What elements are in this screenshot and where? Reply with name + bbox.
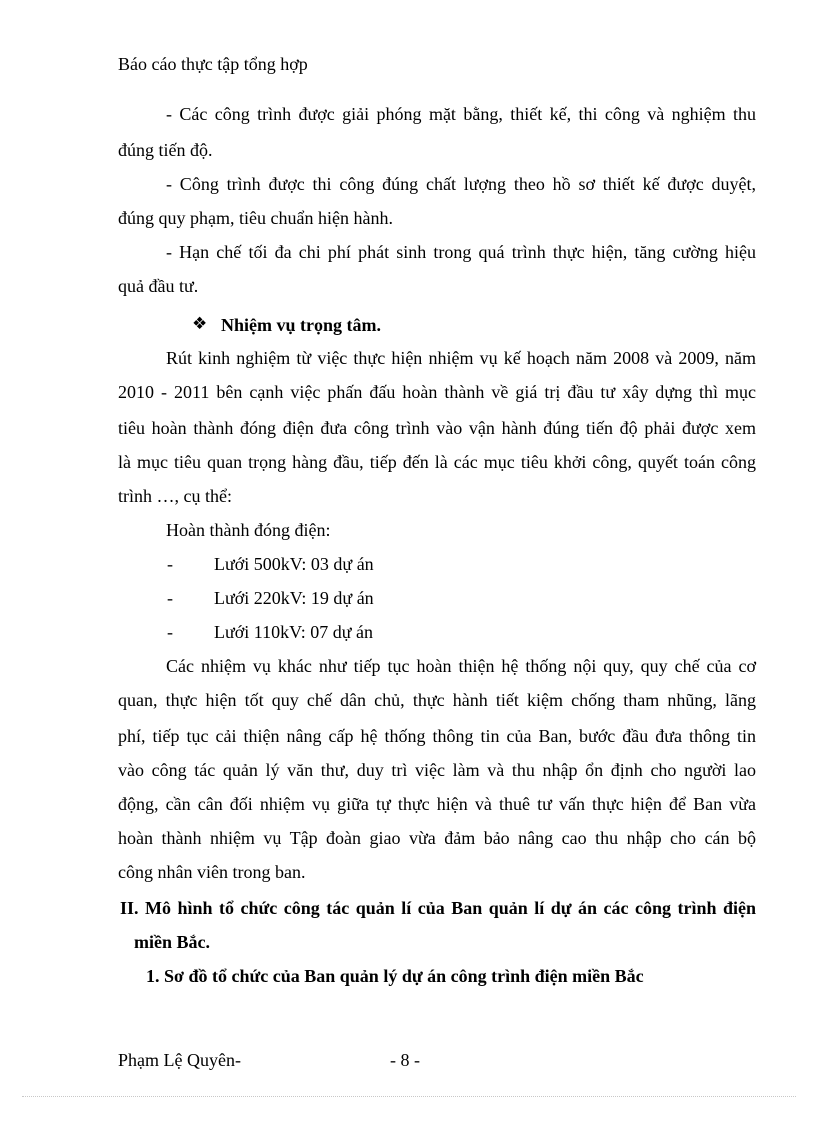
list-dash: - [167, 554, 173, 574]
footer-page-number: - 8 - [390, 1050, 420, 1070]
paragraph-line: quả đầu tư. [118, 276, 199, 296]
section-heading: II. Mô hình tổ chức công tác quản lí của Ban quản lí dự án các công trình điện [120, 898, 756, 918]
list-item: Lưới 500kV: 03 dự án [214, 554, 374, 574]
paragraph-line: phí, tiếp tục cải thiện nâng cấp hệ thống thông tin của Ban, bước đầu đưa thông tin [118, 726, 756, 746]
list-item: Lưới 220kV: 19 dự án [214, 588, 374, 608]
completion-label: Hoàn thành đóng điện: [166, 520, 331, 540]
paragraph-line: công nhân viên trong ban. [118, 862, 306, 882]
paragraph-line: động, cần cân đối nhiệm vụ giữa tự thực hiện và thuê tư vấn thực hiện để Ban vừa [118, 794, 756, 814]
paragraph-line: đúng tiến độ. [118, 140, 213, 160]
paragraph-line: tiêu hoàn thành đóng điện đưa công trình vào vận hành đúng tiến độ phải được xem [118, 418, 756, 438]
subsection-heading: 1. Sơ đồ tổ chức của Ban quản lý dự án công trình điện miền Bắc [146, 966, 644, 986]
paragraph-line: 2010 - 2011 bên cạnh việc phấn đấu hoàn thành về giá trị đầu tư xây dựng thì mục [118, 382, 756, 402]
paragraph-line: - Hạn chế tối đa chi phí phát sinh trong quá trình thực hiện, tăng cường hiệu [166, 242, 756, 262]
paragraph-line: Các nhiệm vụ khác như tiếp tục hoàn thiện hệ thống nội quy, quy chế của cơ [166, 656, 756, 676]
paragraph-line: đúng quy phạm, tiêu chuẩn hiện hành. [118, 208, 393, 228]
paragraph-line: - Công trình được thi công đúng chất lượng theo hồ sơ thiết kế được duyệt, [166, 174, 756, 194]
paragraph-line: - Các công trình được giải phóng mặt bằng, thiết kế, thi công và nghiệm thu [166, 104, 756, 124]
paragraph-line: Rút kinh nghiệm từ việc thực hiện nhiệm vụ kế hoạch năm 2008 và 2009, năm [166, 348, 756, 368]
list-item: Lưới 110kV: 07 dự án [214, 622, 374, 642]
paragraph-line: vào công tác quản lý văn thư, duy trì việc làm và thu nhập ổn định cho người lao [118, 760, 756, 780]
paragraph-line: là mục tiêu quan trọng hàng đầu, tiếp đến là các mục tiêu khởi công, quyết toán công [118, 452, 756, 472]
diamond-bullet-icon: ❖ [192, 314, 208, 334]
page-border-divider [22, 1096, 796, 1097]
list-dash: - [167, 588, 173, 608]
paragraph-line: trình …, cụ thể: [118, 486, 232, 506]
task-heading: Nhiệm vụ trọng tâm. [221, 315, 381, 335]
paragraph-line: quan, thực hiện tốt quy chế dân chủ, thực hành tiết kiệm chống tham nhũng, lãng [118, 690, 756, 710]
footer-author: Phạm Lệ Quyên- [118, 1050, 241, 1070]
section-heading-cont: miền Bắc. [134, 932, 210, 952]
list-dash: - [167, 622, 173, 642]
paragraph-line: hoàn thành nhiệm vụ Tập đoàn giao vừa đảm bảo nâng cao thu nhập cho cán bộ [118, 828, 756, 848]
header-title: Báo cáo thực tập tổng hợp [118, 54, 308, 74]
